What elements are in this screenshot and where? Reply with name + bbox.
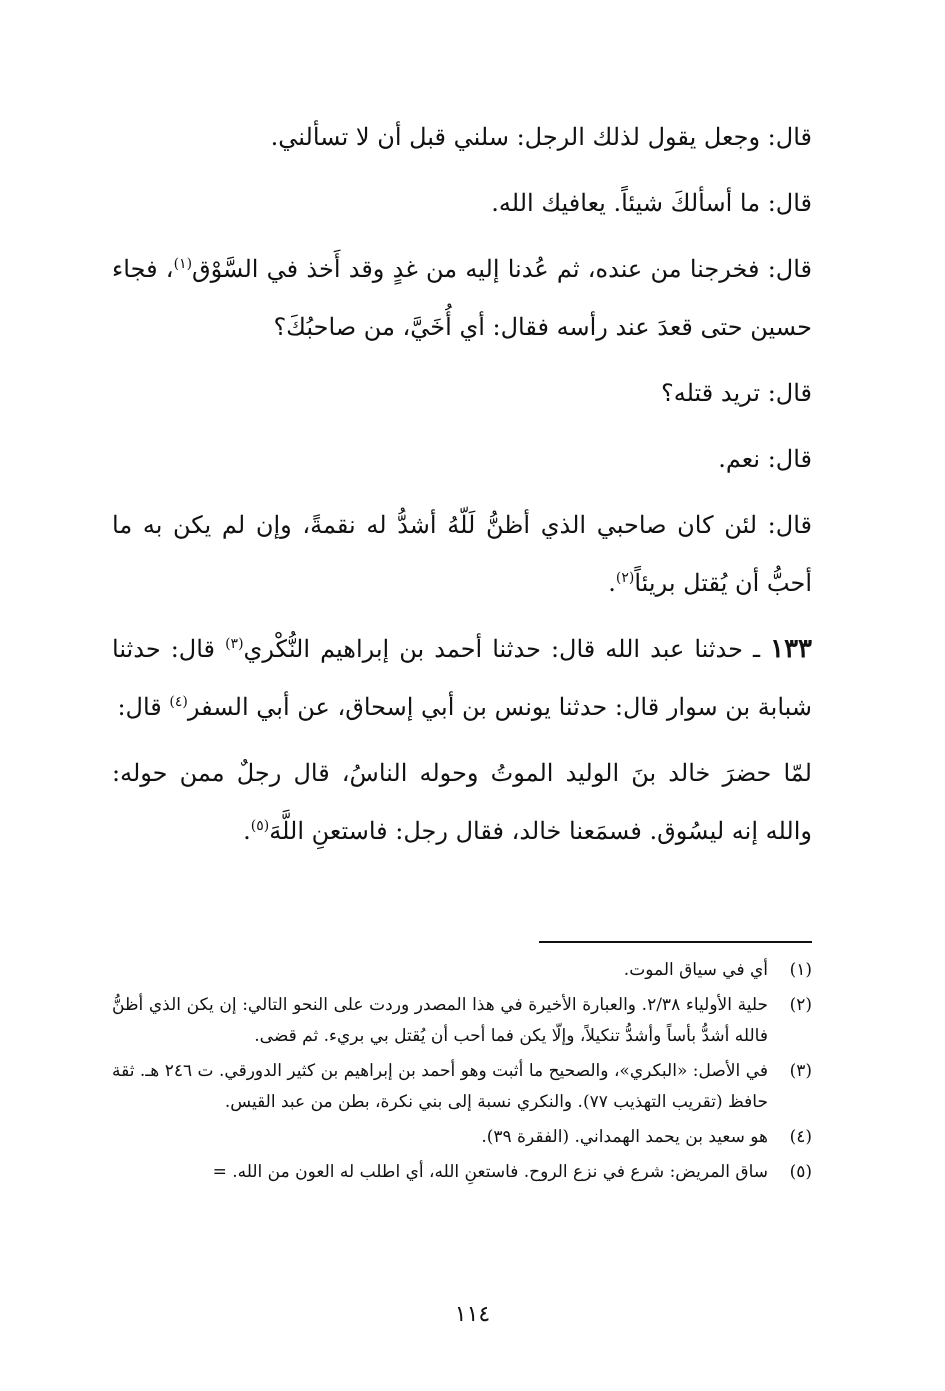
footnote-1	[112, 955, 812, 986]
paragraph-5	[112, 430, 812, 488]
footnote-text: أي في سياق الموت.	[623, 960, 768, 980]
paragraph-7-text-a: ـ حدثنا عبد الله قال: حدثنا أحمد بن إبراهيم النُّكْري	[243, 635, 771, 663]
footnote-number: (٣)	[789, 1061, 812, 1081]
footnote-text: في الأصل: «البكري»، والصحيح ما أثبت وهو أحمد بن إبراهيم بن كثير الدورقي. ت ٢٤٦ هـ. ثقة حافظ (تقريب التهذيب ٧٧). والنكري نسبة إلى بني نكرة، بطن من عبد القيس.	[112, 1061, 768, 1112]
footnote-number: (٥)	[789, 1162, 812, 1182]
paragraph-2	[112, 174, 812, 232]
footnote-separator	[539, 941, 812, 943]
footnote-ref-2[interactable]: (٢)	[615, 570, 635, 586]
page-number: ١١٤	[454, 1302, 491, 1327]
paragraph-7	[112, 620, 812, 736]
paragraph-6-text-b: .	[608, 569, 616, 597]
footnote-ref-4[interactable]: (٤)	[169, 694, 188, 710]
main-text	[112, 108, 812, 860]
paragraph-8-text-a: لمّا حضرَ خالد بنَ الوليد الموتُ وحوله الناسُ، قال رجلٌ ممن حوله: والله إنه ليسُوق. فسمَعنا خالد، فقال رجل: فاستعنِ اللَّهَ	[112, 759, 812, 845]
paragraph-8-text-b: .	[243, 817, 251, 845]
paragraph-2-text: قال: ما أسألكَ شيئاً. يعافيك الله.	[491, 189, 812, 217]
paragraph-7-text-b: قال: حدثنا شبابة بن سوار قال: حدثنا يونس بن أبي إسحاق، عن أبي السفر	[112, 635, 812, 721]
paragraph-8	[112, 744, 812, 860]
paragraph-3-text-b: ، فجاء حسين حتى قعدَ عند رأسه فقال: أي أُخَيَّ، من صاحبُكَ؟	[112, 255, 812, 341]
footnote-5	[112, 1157, 812, 1188]
paragraph-5-text: قال: نعم.	[718, 445, 812, 473]
footnote-ref-3[interactable]: (٣)	[225, 636, 244, 652]
paragraph-6	[112, 496, 812, 612]
footnote-ref-1[interactable]: (١)	[173, 256, 193, 272]
footnote-number: (٤)	[789, 1127, 812, 1147]
paragraph-1	[112, 108, 812, 166]
footnote-text: هو سعيد بن يحمد الهمداني. (الفقرة ٣٩).	[481, 1127, 768, 1147]
paragraph-1-text: قال: وجعل يقول لذلك الرجل: سلني قبل أن لا تسألني.	[270, 123, 812, 151]
footnote-text: ساق المريض: شرع في نزع الروح. فاستعنِ الله، أي اطلب له العون من الله. =	[212, 1162, 768, 1182]
paragraph-3	[112, 240, 812, 356]
footnote-number: (١)	[789, 960, 812, 980]
paragraph-4-text: قال: تريد قتله؟	[660, 379, 812, 407]
footnote-ref-5[interactable]: (٥)	[250, 818, 270, 834]
footnotes	[112, 955, 812, 1192]
footnote-4	[112, 1122, 812, 1153]
paragraph-6-text-a: قال: لئن كان صاحبي الذي أظنُّ لَلّهُ أشدُّ له نقمةً، وإن لم يكن به ما أحبُّ أن يُقتل بريئاً	[112, 511, 812, 597]
paragraph-7-text-c: قال:	[117, 693, 170, 721]
footnote-text: حلية الأولياء ٢/٣٨. والعبارة الأخيرة في هذا المصدر وردت على النحو التالي: إن يكن الذي أظنُّ فالله أشدُّ بأساً وأشدُّ تنكيلاً، وإلّا يكن فما أحب أن يُقتل بي بريء. ثم قضى.	[112, 995, 768, 1046]
footnote-number: (٢)	[789, 995, 812, 1015]
footnote-3	[112, 1056, 812, 1118]
hadith-number: ١٣٣	[770, 634, 813, 664]
paragraph-3-text-a: قال: فخرجنا من عنده، ثم عُدنا إليه من غدٍ وقد أَخذ في السَّوْق	[192, 255, 813, 283]
paragraph-4	[112, 364, 812, 422]
footnote-2	[112, 990, 812, 1052]
